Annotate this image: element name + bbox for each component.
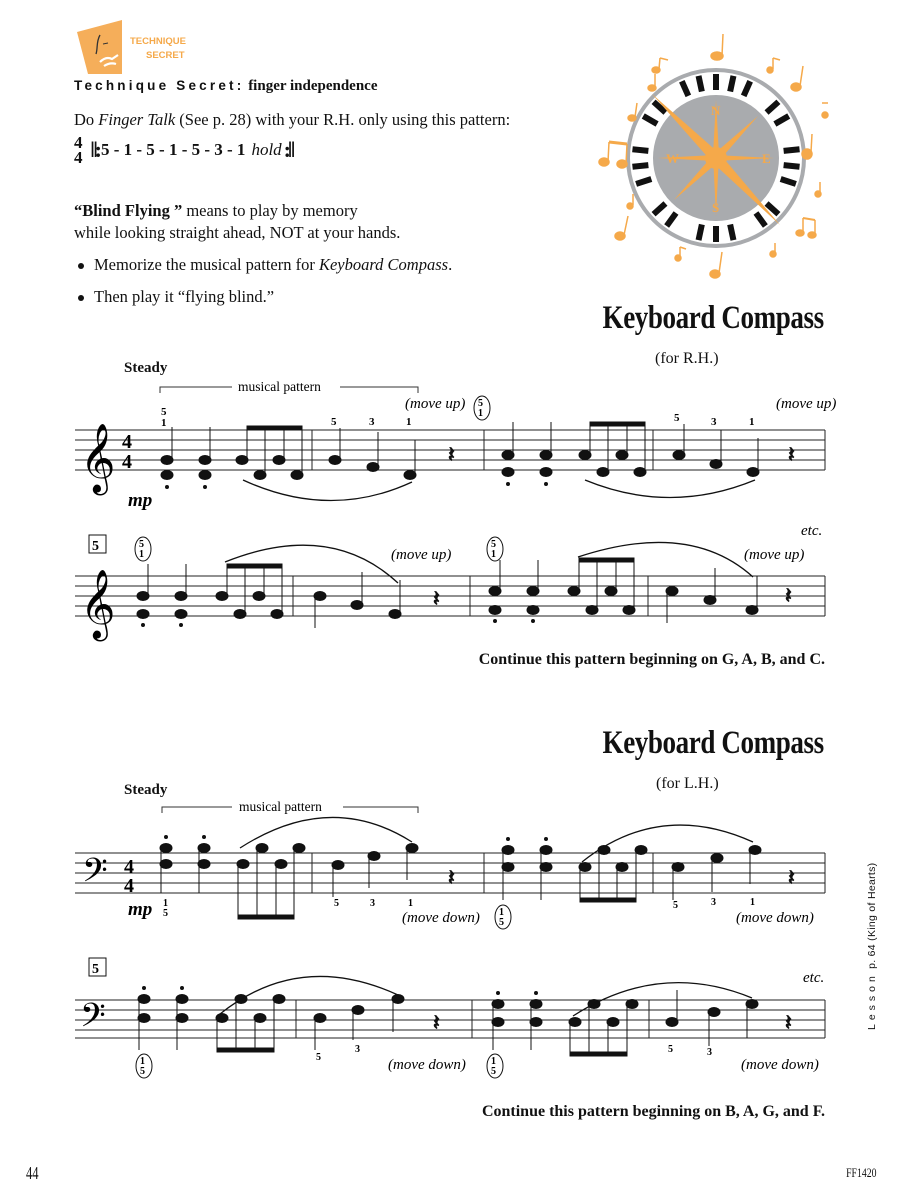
technique-instruction — [74, 110, 510, 130]
move-up-label: (move up) — [776, 396, 837, 412]
svg-text:3: 3 — [711, 416, 717, 428]
svg-text:(move down): (move down) — [741, 1057, 819, 1073]
bullet-icon — [78, 263, 84, 269]
svg-text:1: 1 — [491, 549, 496, 560]
svg-text:5: 5 — [499, 917, 504, 928]
svg-text:(move up): (move up) — [391, 547, 452, 563]
svg-text:1: 1 — [408, 898, 413, 909]
svg-text:5: 5 — [163, 908, 168, 919]
svg-text:1: 1 — [749, 416, 755, 428]
bass-clef-icon: 𝄢 — [82, 852, 108, 897]
svg-text:3: 3 — [355, 1044, 360, 1055]
svg-text:5: 5 — [478, 398, 483, 409]
svg-text:1: 1 — [491, 1056, 496, 1067]
svg-text:1: 1 — [406, 416, 412, 428]
move-down-label: (move down) — [736, 910, 814, 926]
svg-text:5: 5 — [331, 416, 337, 428]
svg-text:5: 5 — [668, 1044, 673, 1055]
lesson-reference — [866, 863, 878, 1030]
svg-text:1: 1 — [161, 417, 167, 429]
definition-line-1: means to play by memory — [182, 201, 358, 220]
rh-tempo-marking: Steady — [124, 360, 168, 376]
bullet-italic: Keyboard Compass — [318, 255, 449, 274]
technique-secret-topic: finger independence — [248, 78, 378, 94]
lh-piece-title: Keyboard Compass — [602, 725, 824, 761]
svg-text:5: 5 — [334, 898, 339, 909]
svg-text:3: 3 — [370, 898, 375, 909]
repeat-end-icon: :‖ — [283, 137, 293, 162]
svg-text:1: 1 — [140, 1056, 145, 1067]
rh-staff-system-1 — [0, 370, 900, 530]
finger-pattern — [74, 135, 294, 165]
rh-staff-system-2 — [0, 520, 900, 650]
repeat-start-icon: ‖: — [90, 137, 99, 162]
dynamic-mp: mp — [128, 490, 153, 511]
measure-number: 5 — [92, 539, 99, 554]
bullet-text: Memorize the musical pattern for — [94, 255, 319, 274]
compass-east-label: E — [762, 151, 771, 166]
svg-text:5: 5 — [491, 539, 496, 550]
rh-piece-title: Keyboard Compass — [602, 300, 824, 336]
instruction-text: Do — [74, 110, 99, 129]
time-sig-bottom: 4 — [74, 148, 83, 167]
rh-continue-instruction: Continue this pattern beginning on G, A, B, and C. — [478, 651, 825, 668]
svg-text:5: 5 — [673, 900, 678, 911]
finger-sequence: 5 - 1 - 5 - 1 - 5 - 3 - 1 — [100, 140, 246, 159]
svg-text:5: 5 — [674, 412, 680, 424]
lesson-page-ref: p. 64 (King of Hearts) — [866, 862, 878, 973]
technique-secret-label: Technique Secret: — [74, 78, 245, 93]
keyboard-compass-illustration — [590, 30, 840, 280]
lh-staff-system-1 — [0, 795, 900, 940]
svg-text:1: 1 — [478, 408, 483, 419]
svg-text:5: 5 — [491, 1066, 496, 1077]
svg-text:4: 4 — [124, 856, 134, 878]
bullet-text: Then play it “flying blind.” — [94, 287, 275, 306]
compass-north-label: N — [711, 103, 721, 118]
svg-text:1: 1 — [139, 549, 144, 560]
svg-text:𝄽: 𝄽 — [788, 865, 795, 890]
svg-text:4: 4 — [124, 875, 134, 897]
rh-piece-subtitle: (for R.H.) — [655, 350, 719, 367]
svg-text:4: 4 — [122, 451, 132, 473]
svg-text:4: 4 — [122, 431, 132, 453]
instruction-text-rest: (See p. 28) with your R.H. only using this pattern: — [175, 110, 511, 129]
musical-pattern-label: musical pattern — [239, 799, 322, 814]
svg-text:𝄞: 𝄞 — [80, 571, 116, 637]
time-signature — [74, 135, 83, 165]
svg-text:𝄽: 𝄽 — [433, 1010, 440, 1035]
lh-piece-subtitle: (for L.H.) — [656, 775, 719, 792]
technique-secret-heading — [74, 78, 378, 95]
svg-text:𝄽: 𝄽 — [433, 586, 440, 611]
svg-text:3: 3 — [369, 416, 375, 428]
measure-number: 5 — [92, 962, 99, 977]
svg-text:𝄢: 𝄢 — [80, 997, 106, 1042]
compass-west-label: W — [666, 151, 679, 166]
svg-text:SECRET: SECRET — [146, 50, 185, 61]
svg-text:(move up): (move up) — [744, 547, 805, 563]
svg-text:𝄽: 𝄽 — [785, 1010, 792, 1035]
dynamic-mp: mp — [128, 899, 153, 920]
etc-label: etc. — [801, 523, 823, 539]
catalog-code: FF1420 — [845, 1165, 876, 1180]
svg-text:5: 5 — [140, 1066, 145, 1077]
move-down-label: (move down) — [402, 910, 480, 926]
move-up-label: (move up) — [405, 396, 466, 412]
svg-text:5: 5 — [139, 539, 144, 550]
quarter-rest-icon: 𝄽 — [788, 442, 795, 467]
svg-text:3: 3 — [707, 1047, 712, 1058]
technique-secret-badge — [74, 18, 194, 76]
lh-continue-instruction: Continue this pattern beginning on B, A, G, and F. — [481, 1103, 825, 1120]
compass-south-label: S — [712, 200, 720, 215]
lesson-word: Lesson — [866, 972, 878, 1030]
svg-text:5: 5 — [161, 406, 167, 418]
svg-text:1: 1 — [163, 898, 168, 909]
time-sig-top: 4 — [74, 133, 83, 152]
svg-text:𝄽: 𝄽 — [448, 865, 455, 890]
bullet-item-memorize — [74, 255, 452, 275]
bullet-text-end: . — [448, 255, 453, 274]
page-number: 44 — [26, 1163, 39, 1183]
treble-clef-icon: 𝄞 — [80, 425, 116, 491]
hold-label: hold — [251, 140, 282, 159]
lh-tempo-marking: Steady — [124, 782, 168, 798]
svg-text:𝄽: 𝄽 — [785, 583, 792, 608]
bullet-icon — [78, 295, 84, 301]
blind-flying-definition — [74, 200, 400, 244]
musical-pattern-label: musical pattern — [238, 379, 321, 394]
quarter-rest-icon: 𝄽 — [448, 442, 455, 467]
blind-flying-term: “Blind Flying ” — [74, 201, 183, 220]
lh-staff-system-2 — [0, 950, 900, 1090]
svg-text:1: 1 — [499, 907, 504, 918]
svg-text:(move down): (move down) — [388, 1057, 466, 1073]
svg-text:5: 5 — [316, 1052, 321, 1063]
definition-line-2: while looking straight ahead, NOT at your hands. — [74, 223, 401, 242]
instruction-italic-title: Finger Talk — [98, 110, 176, 129]
etc-label: etc. — [803, 970, 825, 986]
compass-icon — [590, 30, 840, 280]
svg-text:1: 1 — [750, 897, 755, 908]
svg-text:3: 3 — [711, 897, 716, 908]
technique-secret-icon — [74, 18, 194, 76]
svg-text:TECHNIQUE: TECHNIQUE — [130, 36, 186, 47]
bullet-item-fly-blind — [74, 287, 274, 307]
